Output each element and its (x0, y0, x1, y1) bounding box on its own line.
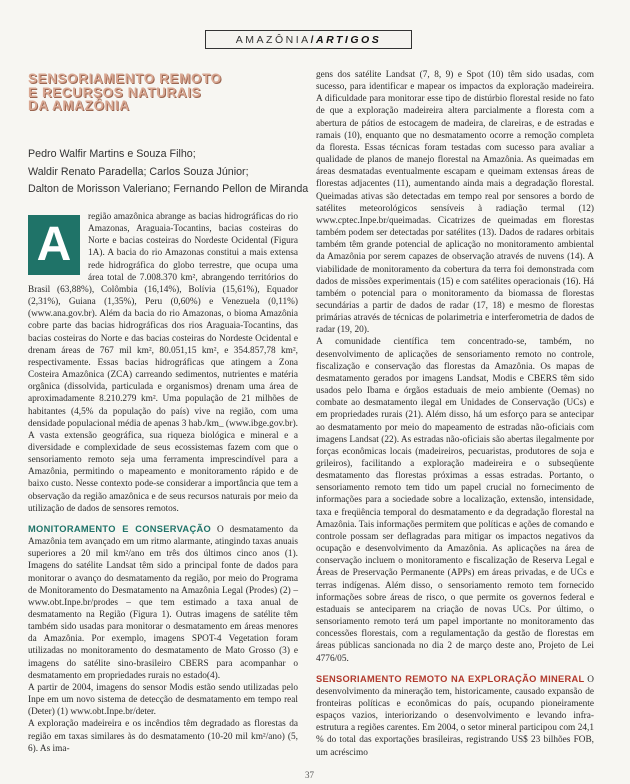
section2-text: O desenvolvimento da mineração tem, historicamente, causado expansão de fronteiras políticas e econômicas do país, ocupando pioneiramente espaços vazios, interiorizando o desenvolvimento e levando infra-estrutura a regiões carentes. Em 2004, o setor mineral participou com 24,1 % do total das exportações brasileiras, registrando US$ 23 bilhões FOB, um acréscimo (316, 674, 595, 758)
title-line: E RECURSOS NATURAIS (28, 84, 202, 100)
author-line: Waldir Renato Paradella; Carlos Souza Júnior; (28, 165, 249, 178)
section1-heading: MONITORAMENTO E CONSERVAÇÃO (28, 523, 212, 534)
section1-paragraph (28, 523, 298, 682)
section-slash: / (310, 33, 317, 46)
right-column (316, 69, 594, 759)
section-kind: ARTIGOS (316, 33, 382, 46)
section1-text: O desmatamento da Amazônia tem avançado em um ritmo alarmante, atingindo taxas anuais superiores a 20 mil km²/ano em três dos últimos cinco anos (1). Imagens do satélite Landsat têm sido a principal fonte de dados para monitorar o avanço do desmatamento da região, por meio do Programa de Monitoramento do Desmatamento na Amazônia Legal (Prodes) (2) – www.obt.Inpe.br/prodes – que tem estimado a taxa anual de desmatamento na Região (Figura 1). Outras imagens de satélite têm também sido usadas para monitorar o desmatamento em áreas menores da Amazônia. Por exemplo, imagens SPOT-4 Vegetation foram utilizadas no monitoramento do desmatamento de Mato Grosso (3) e imagens do satélite sino-brasileiro CBERS para acompanhar o desmatamento em propriedades rurais no estado(4). (28, 524, 298, 681)
intro-paragraph (28, 211, 298, 515)
section2-paragraph (316, 673, 594, 759)
right-paragraph-1: gens dos satélite Landsat (7, 8, 9) e Spot (10) têm sido usadas, com sucesso, para identificar e mapear os impactos da exploração madeireira. A dificuldade para monitorar esse tipo de distúrbio florestal reside no fato de que a exploração madeireira altera parcialmente a floresta com a abertura de pátios de estocagem de madeira, de clareiras, e de estradas e ramais (10), enquanto que no desmatamento ocorre a remoção completa da floresta. Essas técnicas foram testadas com sucesso para avaliar a qualidade de planos de manejo florestal na Amazônia. As queimadas em áreas desmatadas eventualmente escapam e queimam extensas áreas de florestas adjacentes (11), aumentando ainda mais a degradação florestal. Queimadas ativas são detectadas em tempo real por sensores a bordo de satélites meteorológicos sensíveis à radiação termal (12) www.cptec.Inpe.br/queimadas. Cicatrizes de queimadas em florestas também podem ser detectadas por satélites (13). Dados de radares orbitais também têm grande potencial de aplicação no monitoramento ambiental da Amazônia por serem capazes de observação através de nuvens (14). A viabilidade de monitoramento da cobertura da terra foi demonstrada com dados de missões experimentais (15) e com satélites operacionais (16). Há também o potencial para o monitoramento da biomassa de florestas secundárias a partir de dados de radar (17, 18) e mesmo de florestas primárias através de técnicas de polarimetria e interferometria de dados de radar (19, 20). (316, 70, 594, 336)
section2-heading: SENSORIAMENTO REMOTO NA EXPLORAÇÃO MINERAL (316, 673, 585, 684)
title-line: DA AMAZÔNIA (28, 98, 130, 113)
authors (28, 146, 328, 199)
drop-cap: A (28, 215, 80, 275)
intro-text: região amazônica abrange as bacias hidrográficas do rio Amazonas, Araguaia-Tocantins, bacias costeiras do Norte e bacias costeiras do Nordeste Ocidental (Figura 1A). A bacia do rio Amazonas constitui a mais extensa rede hidrográfica do globo terrestre, que ocupa uma área total de 7.008.370 km², abrangendo territórios do Brasil (63,88%), Colômbia (16,14%), Bolívia (15,61%), Equador (2,31%), Guiana (1,35%), Peru (0,60%) e Venezuela (0,11%) (www.ana.gov.br). Além da bacia do rio Amazonas, o bioma Amazônia cobre parte das bacias hidrográficas dos rios Araguaia-Tocantins, das bacias costeiras do Norte e das bacias costeiras do Nordeste Ocidental e drenam áreas de 767 mil km², 80.051,15 km², e 354.857,78 km², respectivamente. Essas bacias hidrográficas que atingem a Zona Costeira Amazônica (ZCA) carreando sedimentos, nutrientes e matéria orgânica (dissolvida, particulada e organismos) drenam uma área de aproximadamente 8.210.279 km². Uma população de 21 milhões de habitantes (4,5% da população do país) vive na região, com uma densidade populacional média de apenas 3 hab./km_ (www.ibge.gov.br). A vasta extensão geográfica, sua riqueza biológica e mineral e a diversidade e complexidade de seus ecossistemas fazem com que o sensoriamento remoto seja uma ferramenta imprescindível para a Amazônia, permitindo o mapeamento e monitoramento rápido e de baixo custo. Nesse contexto pode-se considerar a importância que tem a observação da região amazônica e de seus recursos naturais por meio da utilização de dados de sensores remotos. (28, 212, 298, 514)
article-title (28, 72, 308, 113)
title-line: SENSORIAMENTO REMOTO (28, 71, 222, 86)
section-name: AMAZÔNIA (235, 33, 311, 46)
author-line: Dalton de Morisson Valeriano; Fernando Pellon de Miranda (28, 183, 309, 195)
right-paragraph-2: A comunidade científica tem concentrado-se, também, no desenvolvimento de aplicações de sensoriamento remoto no controle, fiscalização e conservação das florestas da Amazônia. Os mapas de desmatamento gerados por imagens Landsat, Modis e CBERS têm sido usados pelo Ibama e órgãos estaduais de meio ambiente (Oemas) no combate ao desmatamento ilegal em Unidades de Conservação (UCs) e em propriedades rurais (21). Além disso, há um esforço para se antecipar ao desmatamento por meio do mapeamento de estradas não-oficiais com imagens Landsat (22). As estradas não-oficiais são abertas ilegalmente por forças econômicas locais (madeireiros, pecuaristas, produtores de soja e grileiros), facilitando a exploração madeireira e o subseqüente desmatamento das florestas próximas a essas estradas. Portanto, o sensoriamento remoto tem tido um papel crucial no fornecimento de informações para a sociedade sobre a localização, extensão, intensidade, taxa e freqüência temporal do desmatamento e da degradação florestal na Amazônia. Tais informações permitem que políticas e ações de comando e controle possam ser deflagradas para mitigar os impactos negativos da ocupação e desenvolvimento da Amazônia. As aplicações na área de conservação incluem o monitoramento e fiscalização de Reserva Legal e Áreas de Preservação Permanente (APPs) em áreas privadas, e de UCs e terras indígenas. Além disso, o sensoriamento remoto tem fornecido informações sobre áreas de risco, o que permite os governos federal e estaduais se anteciparem na criação de novas UCs. Por último, o sensoriamento remoto terá um papel importante no monitoramento das concessões florestais, com a regulamentação da gestão de florestas em áreas públicas sancionada no dia 2 de março deste ano, Projeto de Lei 4776/05. (316, 337, 594, 664)
section1-paragraph-2: A partir de 2004, imagens do sensor Modis estão sendo utilizadas pelo Inpe em um novo sistema de detecção de desmatamento em tempo real (Deter) (1) www.obt.Inpe.br/deter. (28, 682, 298, 718)
page-number: 37 (305, 770, 314, 780)
section-header (205, 30, 412, 49)
section1-paragraph-3: A exploração madeireira e os incêndios têm degradado as florestas da região em taxas similares às do desmatamento (10-20 mil km²/ano) (5, 6). As ima- (28, 719, 298, 754)
author-line: Pedro Walfir Martins e Souza Filho; (28, 148, 196, 160)
left-column (28, 211, 298, 755)
